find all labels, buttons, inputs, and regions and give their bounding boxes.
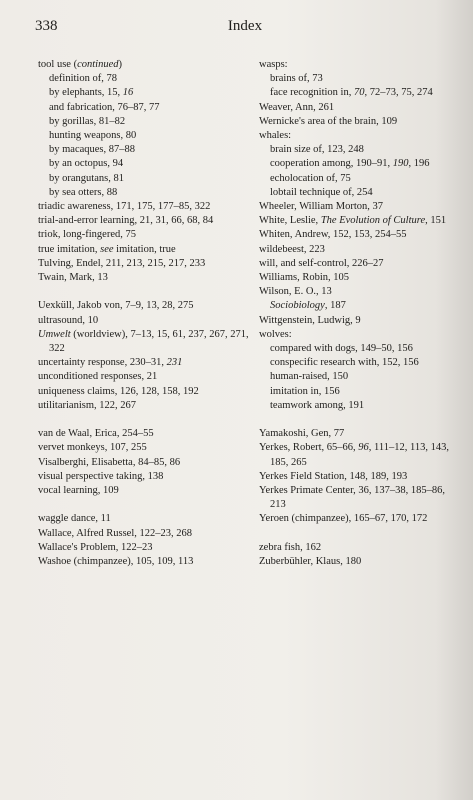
index-entry xyxy=(259,129,459,143)
index-column-right xyxy=(259,58,459,569)
entry-text: tool use ( xyxy=(38,59,78,70)
entry-text: triok, long-fingered, 75 xyxy=(38,229,136,241)
entry-text: Visalberghi, Elisabetta, 84–85, 86 xyxy=(38,456,181,468)
index-subentry xyxy=(259,342,459,356)
index-entry xyxy=(259,214,459,228)
entry-text: lobtail technique of, 254 xyxy=(270,186,373,198)
page-header xyxy=(35,18,455,38)
index-subentry xyxy=(38,157,253,171)
entry-text: Twain, Mark, 13 xyxy=(38,272,108,284)
index-entry xyxy=(259,243,459,257)
entry-text: uncertainty response, 230–31, xyxy=(38,357,167,369)
index-entry xyxy=(38,228,253,242)
letter-group-gap xyxy=(259,527,459,541)
entry-text: Wallace, Alfred Russel, 122–23, 268 xyxy=(38,527,192,539)
index-entry xyxy=(38,456,253,470)
entry-text: Yerkes, Robert, 65–66, xyxy=(259,442,359,454)
index-subentry xyxy=(38,172,253,186)
entry-text: brains of, 73 xyxy=(270,73,323,85)
italic-text: see xyxy=(100,243,114,255)
entry-text: ) xyxy=(118,59,122,70)
entry-text: echolocation of, 75 xyxy=(270,172,351,184)
italic-text: 96 xyxy=(358,442,369,454)
entry-text: , 151 xyxy=(425,215,447,227)
italic-text: The Evolution of Culture xyxy=(320,215,426,227)
index-entry xyxy=(259,285,459,299)
index-subentry xyxy=(259,143,459,157)
index-subentry xyxy=(259,356,459,370)
entry-text: Wilson, E. O., 13 xyxy=(259,286,332,298)
letter-group-gap xyxy=(38,285,253,299)
entry-text: Washoe (chimpanzee), 105, 109, 113 xyxy=(38,556,194,568)
index-subentry xyxy=(38,72,253,86)
index-subentry xyxy=(259,172,459,186)
index-entry xyxy=(259,484,459,512)
entry-text: Zuberbühler, Klaus, 180 xyxy=(259,556,362,568)
entry-text: Tulving, Endel, 211, 213, 215, 217, 233 xyxy=(38,257,206,269)
index-entry xyxy=(259,541,459,555)
entry-text: wasps: xyxy=(259,59,288,70)
index-entry xyxy=(38,314,253,328)
entry-text: Yamakoshi, Gen, 77 xyxy=(259,428,345,440)
index-entry xyxy=(38,484,253,498)
index-entry xyxy=(259,427,459,441)
entry-text: Wernicke's area of the brain, 109 xyxy=(259,115,398,127)
index-entry xyxy=(38,427,253,441)
index-entry xyxy=(38,555,253,569)
index-subentry xyxy=(259,370,459,384)
entry-text: ultrasound, 10 xyxy=(38,314,99,326)
index-entry xyxy=(259,58,459,72)
entry-text: Yeroen (chimpanzee), 165–67, 170, 172 xyxy=(259,513,428,525)
letter-group-gap xyxy=(259,413,459,427)
entry-text: Wheeler, William Morton, 37 xyxy=(259,201,384,213)
index-subentry xyxy=(259,299,459,313)
entry-text: Uexküll, Jakob von, 7–9, 13, 28, 275 xyxy=(38,300,194,312)
entry-text: uniqueness claims, 126, 128, 158, 192 xyxy=(38,385,199,397)
entry-text: brain size of, 123, 248 xyxy=(270,144,364,156)
entry-text: Weaver, Ann, 261 xyxy=(259,101,335,113)
italic-text: 16 xyxy=(122,87,134,99)
entry-text: trial-and-error learning, 21, 31, 66, 68, 84 xyxy=(38,215,214,227)
entry-text: Wallace's Problem, 122–23 xyxy=(38,541,153,553)
entry-text: by an octopus, 94 xyxy=(49,158,124,170)
entry-text: by sea otters, 88 xyxy=(49,186,118,198)
entry-text: Whiten, Andrew, 152, 153, 254–55 xyxy=(259,229,407,241)
index-subentry xyxy=(259,385,459,399)
index-entry xyxy=(38,200,253,214)
entry-text: utilitarianism, 122, 267 xyxy=(38,399,136,411)
index-subentry xyxy=(38,115,253,129)
entry-text: unconditioned responses, 21 xyxy=(38,371,158,383)
index-entry xyxy=(38,257,253,271)
entry-text: imitation in, 156 xyxy=(270,385,340,397)
index-entry xyxy=(38,271,253,285)
entry-text: waggle dance, 11 xyxy=(38,513,111,525)
entry-text: cooperation among, 190–91, xyxy=(270,158,393,170)
index-subentry xyxy=(259,157,459,171)
index-subentry xyxy=(259,72,459,86)
index-entry xyxy=(259,271,459,285)
entry-text: visual perspective taking, 138 xyxy=(38,470,164,482)
index-entry xyxy=(259,512,459,526)
index-entry xyxy=(38,58,253,72)
entry-text: van de Waal, Erica, 254–55 xyxy=(38,428,154,440)
entry-text: , 111–12, 113, 143, 185, 265 xyxy=(270,442,449,468)
entry-text: Williams, Robin, 105 xyxy=(259,272,349,284)
index-subentry xyxy=(38,186,253,200)
entry-text: by orangutans, 81 xyxy=(49,172,124,184)
index-entry xyxy=(259,101,459,115)
index-entry xyxy=(38,541,253,555)
index-entry xyxy=(259,257,459,271)
italic-text: continued xyxy=(77,59,119,70)
page-number: 338 xyxy=(35,18,58,34)
index-entry xyxy=(38,399,253,413)
entry-text: Yerkes Field Station, 148, 189, 193 xyxy=(259,470,408,482)
index-entry xyxy=(259,115,459,129)
entry-text: true imitation, xyxy=(38,243,101,255)
entry-text: Wittgenstein, Ludwig, 9 xyxy=(259,314,361,326)
entry-text: whales: xyxy=(259,130,292,142)
running-head: Index xyxy=(227,18,263,34)
entry-text: conspecific research with, 152, 156 xyxy=(270,357,419,369)
index-entry xyxy=(38,470,253,484)
index-entry xyxy=(38,214,253,228)
index-entry xyxy=(259,200,459,214)
letter-group-gap xyxy=(38,498,253,512)
entry-text: vervet monkeys, 107, 255 xyxy=(38,442,147,454)
index-subentry xyxy=(38,143,253,157)
index-entry xyxy=(38,527,253,541)
index-entry xyxy=(38,385,253,399)
entry-text: wildebeest, 223 xyxy=(259,243,325,255)
entry-text: definition of, 78 xyxy=(49,73,117,85)
entry-text: Yerkes Primate Center, 36, 137–38, 185–86, 213 xyxy=(259,485,446,511)
italic-text: Umwelt xyxy=(38,328,71,340)
entry-text: teamwork among, 191 xyxy=(270,399,365,411)
index-subentry xyxy=(38,129,253,143)
letter-group-gap xyxy=(38,413,253,427)
entry-text: White, Leslie, xyxy=(259,215,321,227)
entry-text: , 187 xyxy=(324,300,346,312)
italic-text: 231 xyxy=(166,357,183,369)
index-subentry xyxy=(259,399,459,413)
index-entry xyxy=(259,314,459,328)
entry-text: compared with dogs, 149–50, 156 xyxy=(270,343,413,355)
entry-text: triadic awareness, 171, 175, 177–85, 322 xyxy=(38,201,211,213)
entry-text: , 72–73, 75, 274 xyxy=(364,87,433,99)
entry-text: , 196 xyxy=(408,158,430,170)
index-entry xyxy=(38,243,253,257)
entry-text: imitation, true xyxy=(113,243,176,255)
index-entry xyxy=(38,370,253,384)
entry-text: (worldview), 7–13, 15, 61, 237, 267, 271, 322 xyxy=(49,328,249,355)
entry-text: zebra fish, 162 xyxy=(259,541,322,553)
entry-text: vocal learning, 109 xyxy=(38,485,119,497)
index-column-left xyxy=(38,58,253,569)
italic-text: Sociobiology xyxy=(270,300,325,312)
index-subentry xyxy=(38,86,253,100)
index-entry xyxy=(259,228,459,242)
index-entry xyxy=(259,470,459,484)
index-entry xyxy=(38,356,253,370)
index-entry xyxy=(259,555,459,569)
entry-text: face recognition in, xyxy=(270,87,354,99)
index-entry xyxy=(259,328,459,342)
entry-text: human-raised, 150 xyxy=(270,371,349,383)
entry-text: wolves: xyxy=(259,328,292,340)
index-subentry xyxy=(38,101,253,115)
index-subentry xyxy=(259,86,459,100)
index-entry xyxy=(38,441,253,455)
index-entry xyxy=(38,299,253,313)
entry-text: hunting weapons, 80 xyxy=(49,130,137,142)
entry-text: by macaques, 87–88 xyxy=(49,144,136,156)
index-entry xyxy=(38,328,253,356)
index-entry xyxy=(259,441,459,469)
entry-text: and fabrication, 76–87, 77 xyxy=(49,101,160,113)
italic-text: 70 xyxy=(353,87,365,99)
entry-text: by elephants, 15, xyxy=(49,87,123,99)
index-entry xyxy=(38,512,253,526)
entry-text: by gorillas, 81–82 xyxy=(49,115,126,127)
italic-text: 190 xyxy=(392,158,409,170)
index-subentry xyxy=(259,186,459,200)
entry-text: will, and self-control, 226–27 xyxy=(259,257,384,269)
